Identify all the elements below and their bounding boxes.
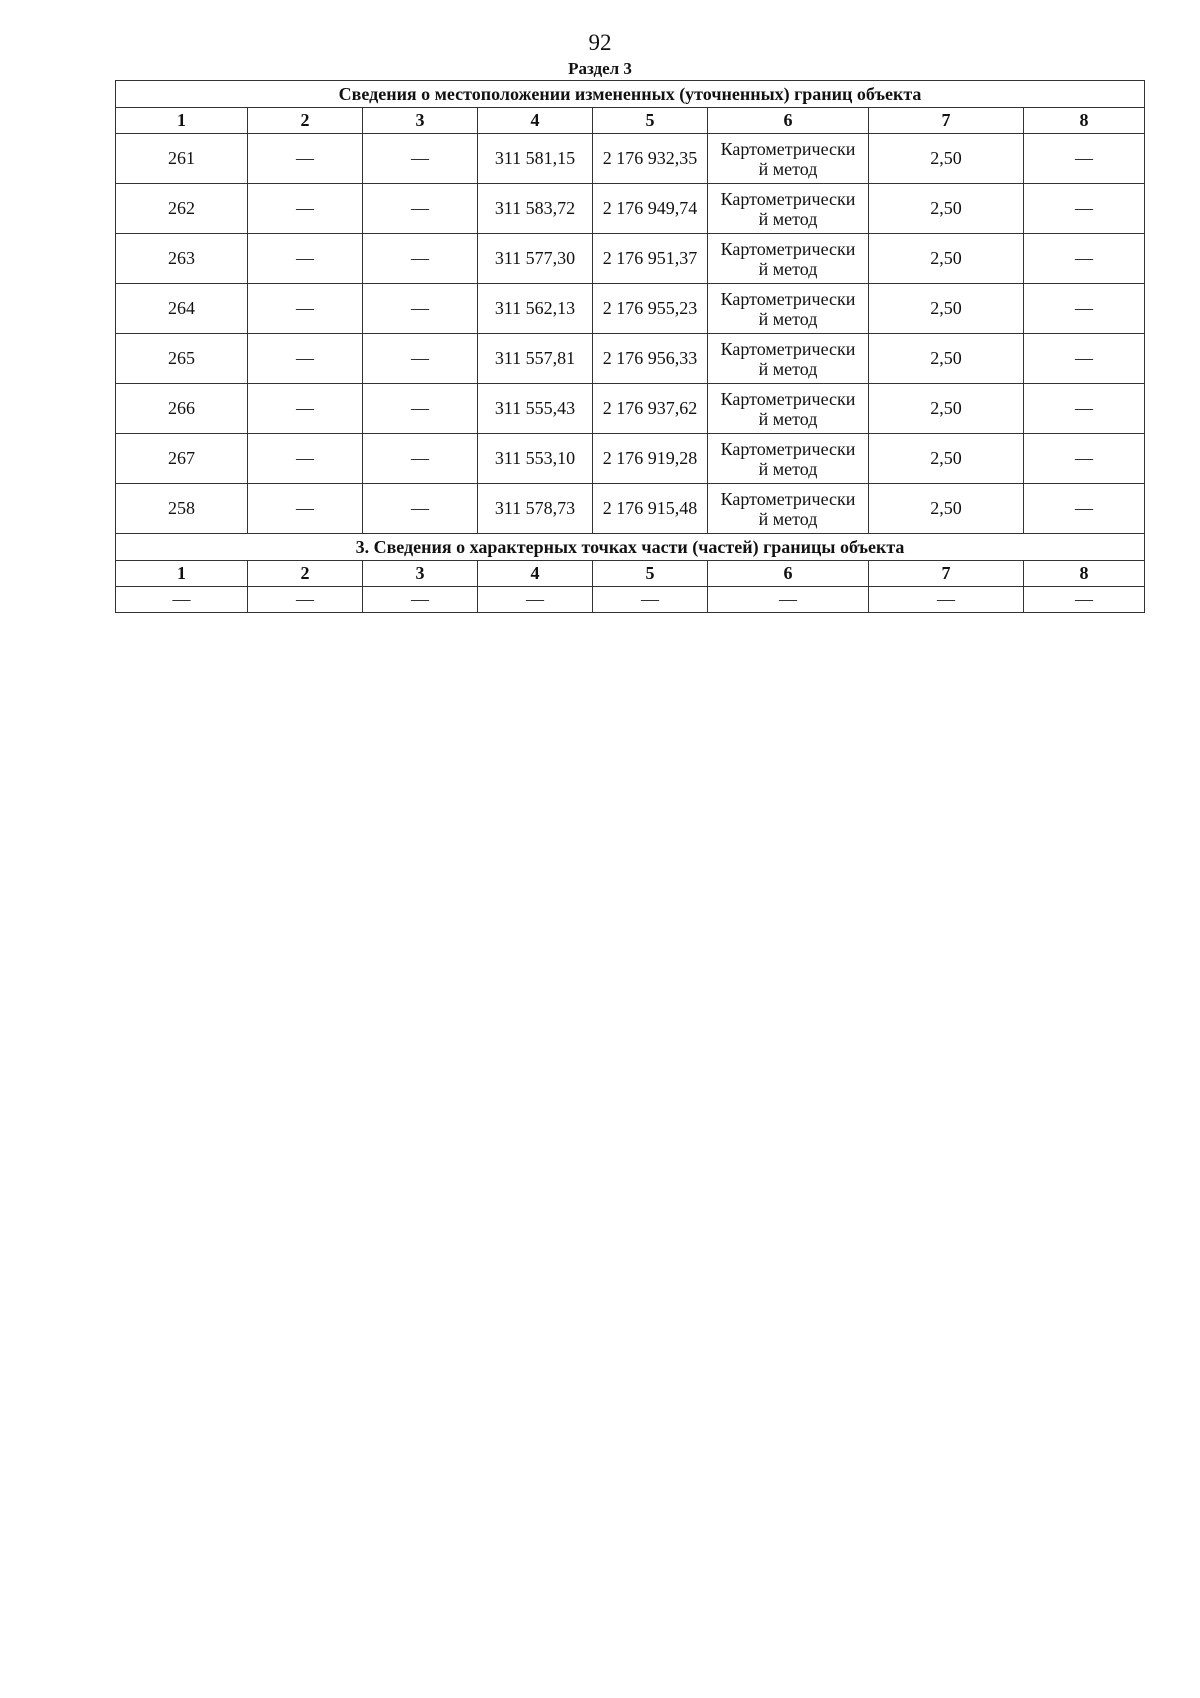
method-line-1: Картометрически xyxy=(720,288,856,309)
table-row xyxy=(116,284,1145,334)
method-line-1: Картометрически xyxy=(720,338,856,359)
table-row xyxy=(116,134,1145,184)
point-number-cell: 267 xyxy=(116,434,248,484)
cell-col-3: — xyxy=(363,484,478,534)
empty-cell: — xyxy=(1024,587,1145,613)
cell-col-3: — xyxy=(363,284,478,334)
empty-cell: — xyxy=(248,587,363,613)
caption-row-changed-boundaries xyxy=(116,81,1145,108)
x-coordinate-cell: 311 578,73 xyxy=(478,484,593,534)
section-title: Раздел 3 xyxy=(568,59,632,78)
cell-col-2: — xyxy=(248,184,363,234)
method-cell xyxy=(708,234,869,284)
column-number-8: 8 xyxy=(1024,108,1145,134)
cell-col-8: — xyxy=(1024,434,1145,484)
method-cell xyxy=(708,484,869,534)
accuracy-cell: 2,50 xyxy=(869,184,1024,234)
cell-col-2: — xyxy=(248,234,363,284)
point-number-cell: 266 xyxy=(116,384,248,434)
column-number-4: 4 xyxy=(478,561,593,587)
method-cell xyxy=(708,434,869,484)
accuracy-cell: 2,50 xyxy=(869,134,1024,184)
column-number-3: 3 xyxy=(363,561,478,587)
x-coordinate-cell: 311 583,72 xyxy=(478,184,593,234)
method-cell xyxy=(708,134,869,184)
method-cell xyxy=(708,384,869,434)
method-line-1: Картометрически xyxy=(720,388,856,409)
table-row xyxy=(116,384,1145,434)
cell-col-2: — xyxy=(248,434,363,484)
cell-col-2: — xyxy=(248,134,363,184)
cell-col-3: — xyxy=(363,334,478,384)
method-line-2: й метод xyxy=(758,408,818,429)
column-number-6: 6 xyxy=(708,561,869,587)
method-line-2: й метод xyxy=(758,308,818,329)
method-cell xyxy=(708,184,869,234)
method-cell xyxy=(708,334,869,384)
page-number: 92 xyxy=(588,30,612,55)
method-cell xyxy=(708,284,869,334)
cell-col-8: — xyxy=(1024,234,1145,284)
column-number-8: 8 xyxy=(1024,561,1145,587)
column-number-2: 2 xyxy=(248,108,363,134)
x-coordinate-cell: 311 581,15 xyxy=(478,134,593,184)
method-line-2: й метод xyxy=(758,158,818,179)
point-number-cell: 265 xyxy=(116,334,248,384)
cell-col-3: — xyxy=(363,184,478,234)
empty-cell: — xyxy=(478,587,593,613)
method-line-1: Картометрически xyxy=(720,488,856,509)
y-coordinate-cell: 2 176 919,28 xyxy=(593,434,708,484)
y-coordinate-cell: 2 176 951,37 xyxy=(593,234,708,284)
column-number-4: 4 xyxy=(478,108,593,134)
x-coordinate-cell: 311 553,10 xyxy=(478,434,593,484)
table-row xyxy=(116,184,1145,234)
accuracy-cell: 2,50 xyxy=(869,434,1024,484)
column-number-header-row xyxy=(116,108,1145,134)
y-coordinate-cell: 2 176 915,48 xyxy=(593,484,708,534)
table-row xyxy=(116,484,1145,534)
column-number-7: 7 xyxy=(869,108,1024,134)
cell-col-3: — xyxy=(363,384,478,434)
boundary-table xyxy=(115,80,1145,613)
point-number-cell: 262 xyxy=(116,184,248,234)
method-line-2: й метод xyxy=(758,458,818,479)
accuracy-cell: 2,50 xyxy=(869,334,1024,384)
y-coordinate-cell: 2 176 949,74 xyxy=(593,184,708,234)
method-line-1: Картометрически xyxy=(720,438,856,459)
y-coordinate-cell: 2 176 956,33 xyxy=(593,334,708,384)
column-number-6: 6 xyxy=(708,108,869,134)
table-row-empty xyxy=(116,587,1145,613)
x-coordinate-cell: 311 562,13 xyxy=(478,284,593,334)
column-number-1: 1 xyxy=(116,561,248,587)
method-line-2: й метод xyxy=(758,358,818,379)
y-coordinate-cell: 2 176 937,62 xyxy=(593,384,708,434)
point-number-cell: 258 xyxy=(116,484,248,534)
column-number-1: 1 xyxy=(116,108,248,134)
column-number-5: 5 xyxy=(593,561,708,587)
caption-row-part-points xyxy=(116,534,1145,561)
point-number-cell: 261 xyxy=(116,134,248,184)
cell-col-3: — xyxy=(363,234,478,284)
y-coordinate-cell: 2 176 932,35 xyxy=(593,134,708,184)
cell-col-2: — xyxy=(248,284,363,334)
cell-col-8: — xyxy=(1024,334,1145,384)
cell-col-2: — xyxy=(248,384,363,434)
empty-cell: — xyxy=(869,587,1024,613)
cell-col-8: — xyxy=(1024,284,1145,334)
method-line-2: й метод xyxy=(758,508,818,529)
column-number-header-row-2 xyxy=(116,561,1145,587)
method-line-1: Картометрически xyxy=(720,138,856,159)
cell-col-3: — xyxy=(363,134,478,184)
empty-cell: — xyxy=(116,587,248,613)
cell-col-3: — xyxy=(363,434,478,484)
x-coordinate-cell: 311 555,43 xyxy=(478,384,593,434)
x-coordinate-cell: 311 557,81 xyxy=(478,334,593,384)
column-number-5: 5 xyxy=(593,108,708,134)
cell-col-8: — xyxy=(1024,184,1145,234)
table-row xyxy=(116,234,1145,284)
point-number-cell: 263 xyxy=(116,234,248,284)
table-row xyxy=(116,334,1145,384)
y-coordinate-cell: 2 176 955,23 xyxy=(593,284,708,334)
method-line-2: й метод xyxy=(758,258,818,279)
accuracy-cell: 2,50 xyxy=(869,484,1024,534)
empty-cell: — xyxy=(363,587,478,613)
column-number-3: 3 xyxy=(363,108,478,134)
method-line-1: Картометрически xyxy=(720,188,856,209)
empty-cell: — xyxy=(708,587,869,613)
table-caption-changed-boundaries: Сведения о местоположении измененных (уточненных) границ объекта xyxy=(116,81,1145,108)
method-line-2: й метод xyxy=(758,208,818,229)
column-number-2: 2 xyxy=(248,561,363,587)
accuracy-cell: 2,50 xyxy=(869,284,1024,334)
table-caption-part-points: 3. Сведения о характерных точках части (частей) границы объекта xyxy=(116,534,1145,561)
accuracy-cell: 2,50 xyxy=(869,384,1024,434)
cell-col-2: — xyxy=(248,334,363,384)
cell-col-8: — xyxy=(1024,134,1145,184)
empty-cell: — xyxy=(593,587,708,613)
table-row xyxy=(116,434,1145,484)
point-number-cell: 264 xyxy=(116,284,248,334)
method-line-1: Картометрически xyxy=(720,238,856,259)
cell-col-2: — xyxy=(248,484,363,534)
cell-col-8: — xyxy=(1024,384,1145,434)
cell-col-8: — xyxy=(1024,484,1145,534)
column-number-7: 7 xyxy=(869,561,1024,587)
accuracy-cell: 2,50 xyxy=(869,234,1024,284)
x-coordinate-cell: 311 577,30 xyxy=(478,234,593,284)
